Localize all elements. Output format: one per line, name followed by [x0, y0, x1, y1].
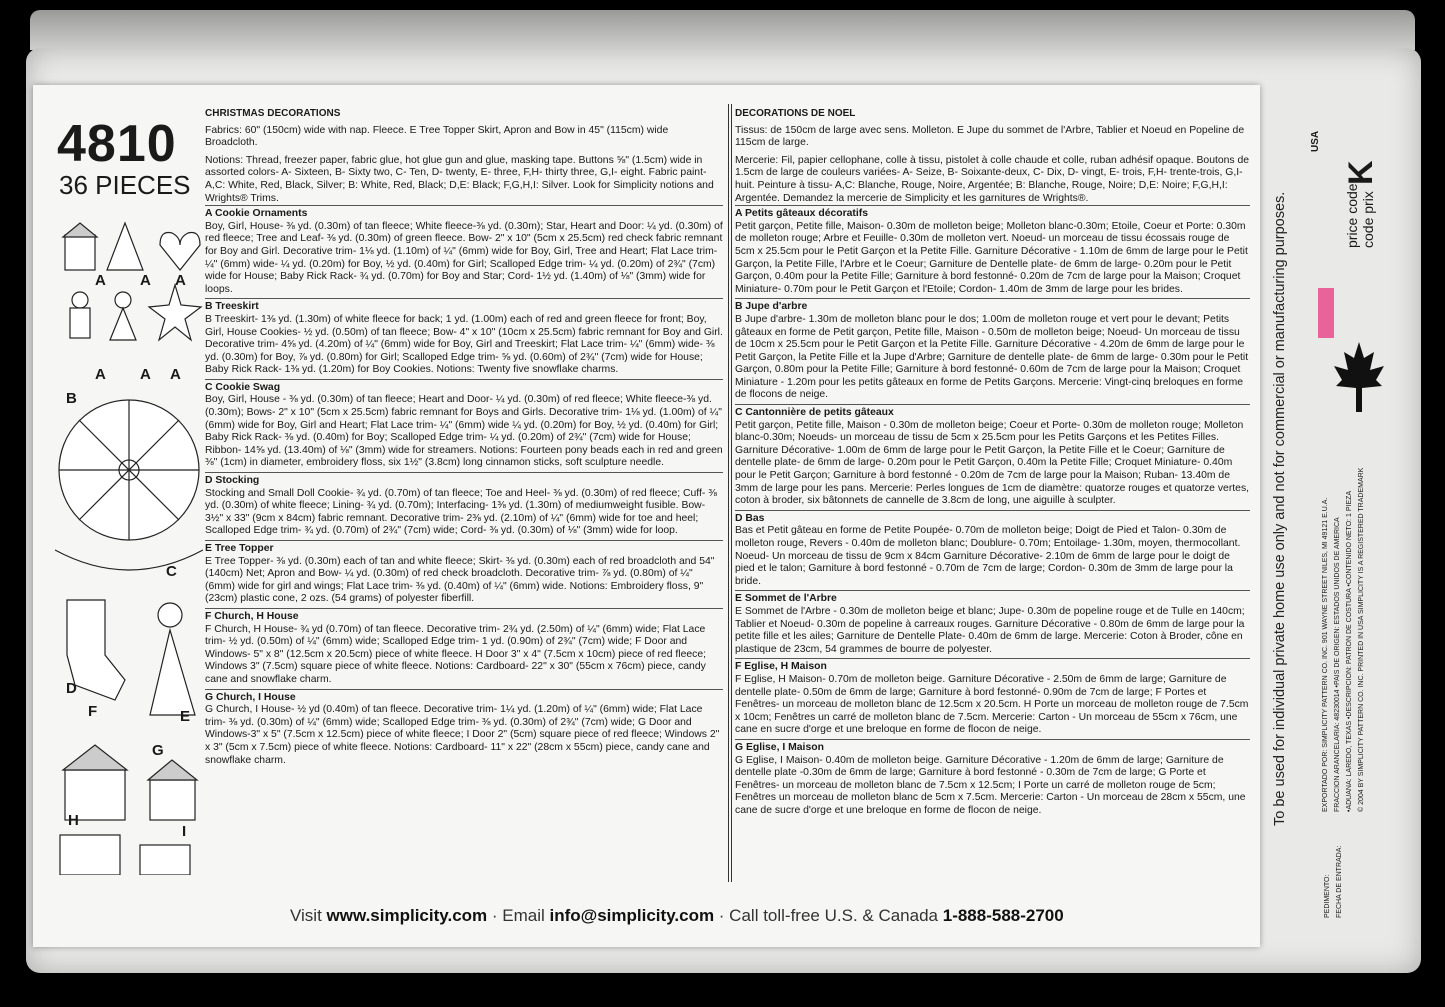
- section-text: Stocking and Small Doll Cookie- ¾ yd. (0.70m) of tan fleece; Toe and Heel- ⅜ yd. (0.30m) of red fleece; Cuff- ⅜ yd. (0.30m) of white fleece; Lining- ¾ yd. (0.70m); Interfacing- 1⅜ yd. (1.30m) of mediumweight fusible. Bow- 3½" x 33" (9cm x 84cm) fabric remnant. Decorative trim- 2⅜ yd. (2.10m) of ¼" (6mm) wide for toe and heel; Scalloped Edge trim- ¾ yd. (0.70m) of 2¾" (7cm) wide; Cord- ⅜ yd. (0.30m) of ⅛" (3mm) wide for loop.: [205, 487, 717, 537]
- section-text: F Eglise, H Maison- 0.70m de molleton beige. Garniture Décorative - 2.50m de 6mm de large; Garniture de dentelle plate- 0.50m de 6mm de large; Garniture à bord festonné- 0.90m de 7cm de large; F Portes et Fenêtres- un morceau de molleton blanc de 12.5cm x 20.5cm. H Porte un morceau de molleton rouge de 7.5cm x 10cm; Fenêtres un carré de molleton blanc de 7.5cm. Mercerie: Carton - Un morceau de 55cm x 76cm, une cane en sucre d'orge et une breloque en forme de flocon de neige.: [735, 673, 1249, 736]
- section-text: Boy, Girl, House - ⅜ yd. (0.30m) of tan fleece; Heart and Door- ¼ yd. (0.30m) of red fleece; White fleece-⅜ yd. (0.30m); Bows- 2" x 10" (5cm x 25.5cm) fabric remnant for Boys and Girls. Decorative trim- 1⅛ yd. (1.00m) of ¼" (6mm) wide for Boy, Girl and Heart; Flat Lace trim- ¼" (6mm) wide ¼ yd. (0.20m) for Boy, ½ yd. (0.40m) for Girl; Baby Rick Rack- ⅜ yd. (0.40m) for Boy; Scalloped Edge trim- ¼ yd. (0.20m) of 2¾" (7cm) wide for House; Ribbon- 14⅝ yd. (13.40m) of ⅛" (3mm) wide for streamers. Notions: Fourteen pony beads each in red and green ⅜" (1cm) in diameter, embroidery floss, six 1½" (3.8cm) long cinnamon sticks, soft sculpture needle.: [205, 394, 723, 469]
- thumb-label-i: I: [182, 823, 187, 840]
- thumb-label-b: B: [66, 390, 77, 407]
- thumb-label-e: E: [180, 708, 191, 725]
- country-label: USA: [1310, 130, 1321, 152]
- usage-disclaimer: To be used for individual private home use only and not for commercial or manufacturing purposes.: [1272, 191, 1288, 826]
- pedimento-label: PEDIMENTO:: [1324, 874, 1331, 918]
- section-text: Boy, Girl, House- ⅜ yd. (0.30m) of tan fleece; White fleece-⅜ yd. (0.30m); Star, Heart and Door: ¼ yd. (0.30m) of red fleece; Tree and Leaf- ⅜ yd. (0.30m) of green fleece. Bow- 2" x 10" (5cm x 25.5cm) red check fabric remnant for Boy and Girl. Decorative trim- 1⅛ yd. (1.10m) of ¼" (6mm) wide for Boy, Girl, Tree and Heart; Flat Lace trim- ¼" (6mm) wide- ¼ yd. (0.20m) for Boy, ½ yd. (0.40m) for Girl; Scalloped Edge trim- ¼ yd. (0.20m) of 2¾" (7cm) wide for House; Baby Rick Rack- ¾ yd. (0.70m) for Boy and Star; Cord- 1½ yd. (1.40m) of ⅛" (3mm) wide for loops.: [205, 220, 723, 295]
- english-title: CHRISTMAS DECORATIONS: [205, 108, 341, 119]
- email-link[interactable]: info@simplicity.com: [549, 906, 715, 925]
- pink-tab: [1318, 288, 1334, 338]
- thumb-label-g: G: [152, 742, 164, 759]
- cookie-swag-icon: [55, 550, 203, 570]
- exporter-text: EXPORTADO POR: SIMPLICITY PATTERN CO. INC. 901 WAYNE STREET NILES, MI 49121 E.U.A.: [1322, 497, 1329, 812]
- section-title: G Eglise, I Maison: [735, 741, 824, 753]
- section-g-en: [205, 689, 723, 770]
- footer-call: · Call toll-free U.S. & Canada: [714, 906, 943, 925]
- side-strip: [1262, 90, 1412, 920]
- house-ornament-icon: [63, 223, 97, 270]
- section-title: D Stocking: [205, 475, 260, 487]
- aduana-text: •ADUANA: LAREDO, TEXAS •DESCRIPCION: PATRON DE COSTURA •CONTENIDO NETO: 1 PIEZA: [1346, 490, 1353, 812]
- section-c-fr: [735, 404, 1250, 510]
- envelope-flap: [30, 10, 1415, 50]
- tissus-text: Tissus: de 150cm de large avec sens. Molleton. E Jupe du sommet de l'Arbre, Tablier et Noeud en Popeline de 115cm de large.: [735, 124, 1245, 149]
- section-text: E Sommet de l'Arbre - 0.30m de molleton beige et blanc; Jupe- 0.30m de popeline rouge et de Tulle en 140cm; Tablier et Noeud- 0.30m de popeline à carreaux rouges. Garniture Décorative - 0.80m de 6mm de large pour la petite fille et les ailes; Garniture de Dentelle Plate- 0.40m de 6mm de large. Mercerie: Coton à Broder, cône en plastique de 23cm, 54 grammes de bourre de polyester.: [735, 605, 1245, 655]
- fabrics-text: Fabrics: 60" (150cm) wide with nap. Fleece. E Tree Topper Skirt, Apron and Bow in 45" (115cm) wide Broadcloth.: [205, 124, 669, 149]
- view-thumbnails: [55, 215, 203, 875]
- column-divider: [728, 104, 732, 882]
- small-church-icon: [148, 760, 197, 820]
- french-instructions: [735, 108, 1250, 819]
- footer-visit: Visit: [290, 906, 327, 925]
- section-title: F Eglise, H Maison: [735, 661, 827, 673]
- section-a-en: [205, 205, 723, 298]
- small-house-icon: [140, 845, 190, 875]
- section-b-fr: [735, 298, 1250, 404]
- tree-topper-angel-icon: [150, 603, 195, 715]
- section-title: B Treeskirt: [205, 301, 259, 313]
- thumb-label-h: H: [68, 812, 79, 829]
- section-text: G Eglise, I Maison- 0.40m de molleton beige. Garniture Décorative - 1.20m de 6mm de large; Garniture de dentelle plate -0.30m de 6mm de large; Garniture à bord festonné - 0.30m de 7cm de large; G Porte et Fenêtres- un morceau de molleton blanc de 7.5cm x 12.5cm; I Porte un carré de molleton rouge de 5cm; Fenêtres un morceau de molleton blanc de 5cm x 7.5cm. Mercerie: Carton - Un morceau de 28cm x 55cm, une cane de sucre d'orge et une breloque en forme de flocon de neige.: [735, 754, 1246, 816]
- section-f-fr: [735, 658, 1250, 739]
- section-title: D Bas: [735, 512, 765, 524]
- gingerbread-girl-icon: [110, 292, 136, 340]
- footer-email-label: · Email: [487, 906, 550, 925]
- pieces-count: 36 PIECES: [59, 170, 191, 200]
- section-title: G Church, I House: [205, 691, 296, 703]
- thumb-label-f: F: [88, 703, 98, 720]
- heart-ornament-icon: [160, 233, 200, 271]
- fecha-label: FECHA DE ENTRADA:: [1336, 845, 1343, 918]
- thumb-label-a6: A: [170, 366, 181, 383]
- section-title: A Cookie Ornaments: [205, 208, 308, 220]
- treeskirt-icon: [59, 400, 199, 540]
- gingerbread-boy-icon: [70, 292, 90, 338]
- section-title: E Sommet de l'Arbre: [735, 593, 837, 605]
- section-title: C Cantonnière de petits gâteaux: [735, 407, 894, 419]
- thumb-label-a2: A: [140, 272, 151, 289]
- section-text: G Church, I House- ½ yd (0.40m) of tan fleece. Decorative trim- 1¼ yd. (1.20m) of ¼" (6mm) wide; Flat Lace trim- ⅜ yd. (0.30m) of ¼" (6mm) wide; Scalloped Edge trim- ⅜ yd. (0.30m) of 2¾" (7cm) wide; G Door and Windows-3" x 5" (7.5cm x 12.5cm) piece of white fleece; I Door 2" (5cm) square piece of red fleece; Windows 2" x 3" (5cm x 7.5cm) piece of white fleece. Notions: Cardboard- 11" x 22" (28cm x 55cm) piece, candy cane and snowflake charm.: [205, 704, 720, 766]
- importer-text: FRACCION ARANCELARIA: 48230014 •PAIS DE ORIGEN: ESTADOS UNIDOS DE AMERICA: [1334, 517, 1341, 812]
- copyright-text: © 2004 BY SIMPLICITY PATTERN CO. INC. PRINTED IN USA SIMPLICITY IS A REGISTERED TRADEMARK: [1358, 467, 1365, 812]
- section-text: F Church, H House- ¾ yd (0.70m) of tan fleece. Decorative trim- 2¾ yd. (2.50m) of ¼" (6mm) wide; Flat Lace trim- ½ yd. (0.50m) of ¼" (6mm) wide; Scalloped Edge trim- 1 yd. (0.90m) of 2¾" (7cm) wide; F Door and Windows- 5" x 8" (12.5cm x 20.5cm) piece of white fleece. H Door 3" x 4" (7.5cm x 10cm) piece of red fleece; Windows 3" (7.5cm) square piece of white fleece. Notions: Cardboard- 22" x 30" (55cm x 76cm) piece, candy cane and snowflake charm.: [205, 623, 707, 685]
- section-title: F Church, H House: [205, 610, 299, 622]
- section-title: E Tree Topper: [205, 543, 274, 554]
- section-text: Petit garçon, Petite fille, Maison - 0.30m de molleton beige; Coeur et Porte- 0.30m de molleton rouge; Molleton blanc-0.30m; Noeuds- un morceau de tissu de 5cm x 25.5cm pour les Petits Garçons et les Petites Filles. Garniture Décorative- 1.00m de 6mm de large pour le Petit Garçon, la Petite Fille et le Coeur; Garniture de dentelle plate- de 6mm de large- 0.20m pour le Petit Garçon, 0.40m la Petite Fille; Croquet Miniature- 0.40m pour le Petit Garçon; Garniture à bord festonné - 0.20m de 7cm de large pour la Maison; Ruban- 13.40m de 3mm de large pour les pans. Mercerie: Perles longues de 1cm de diamètre: quatorze rouges et quatorze vertes, coton à broder, six bâtonnets de cannelle de 3.8cm de long, une aiguille à sculpter.: [735, 419, 1250, 507]
- mercerie-text: Mercerie: Fil, papier cellophane, colle à tissu, pistolet à colle chaude et colle, ruban adhésif opaque. Boutons de 1.5cm de large de couleurs variées- A- Seize, B- Soixante-deux, C- Dix, D- vingt, E- trois, F,H- trente-trois, G,I- huit. Peinture à tissu- A,C: Blanche, Rouge, Noire, Argentée; B: Blanche, Rouge, Noire; D,E: Noire; F,G,H,I: Argentée. Demandez la mercerie de Simplicity et les garnitures de Wrights®.: [735, 154, 1250, 204]
- section-d-en: [205, 472, 723, 540]
- section-e-en: [205, 540, 723, 608]
- section-title: A Petits gâteaux décoratifs: [735, 208, 869, 220]
- section-f-en: [205, 608, 723, 689]
- english-instructions: [205, 108, 723, 769]
- code-prix-label: code prix: [1360, 191, 1376, 248]
- church-icon: [63, 745, 127, 820]
- star-ornament-icon: [149, 285, 201, 340]
- thumb-label-d: D: [66, 680, 77, 697]
- section-text: B Treeskirt- 1⅜ yd. (1.30m) of white fleece for back; 1 yd. (1.00m) each of red and green fleece for front; Boy, Girl, House Cookies- ½ yd. (0.50m) of tan fleece; Bow- 4" x 10" (10cm x 25.5cm) fabric remnant for Boy and Girl. Decorative trim- 4⅝ yd. (4.20m) of ¼" (6mm) wide for Boy, Girl and Treeskirt; Flat Lace trim- ¼" (6mm) wide- ⅜ yd. (0.30m) for Boy, ⅞ yd. (0.80m) for Girl; Scalloped Edge trim- ⅝ yd. (0.60m) of 2¾" (7cm) wide for House; Baby Rick Rack- 1⅜ yd. (1.20m) for Boy Cookies. Notions: Twenty five snowflake charms.: [205, 313, 723, 376]
- section-b-en: [205, 298, 723, 379]
- section-text: Bas et Petit gâteau en forme de Petite Poupée- 0.70m de molleton beige; Doigt de Pied et Talon- 0.30m de molleton rouge, Revers - 0.40m de molleton blanc; Doublure- 0.70m; Entoilage- 1.30m, moyen, thermocollant. Noeud- Un morceau de tissu de 9cm x 84cm Garniture Décorative- 2.10m de 6mm de large pour le doigt de pied et le talon; Garniture à bord festonné - 0.70m de 7cm de large; Cordon- 0.30m de 3mm de large pour la bride.: [735, 525, 1241, 587]
- french-title: DECORATIONS DE NOEL: [735, 108, 856, 119]
- maple-leaf-icon: [1332, 340, 1387, 415]
- house-icon: [60, 835, 120, 875]
- section-a-fr: [735, 205, 1250, 298]
- section-d-fr: [735, 510, 1250, 591]
- section-text: B Jupe d'arbre- 1.30m de molleton blanc pour le dos; 1.00m de molleton rouge et vert pour le devant; Petits gâteaux en forme de Petit garçon, Petite fille, Maison - 0.50m de molleton beige; Noeud- Un morceau de tissu de 10cm x 25.5cm pour le Petit Garçon et la Petite Fille. Garniture Décorative - 4.20m de 6mm de large pour le Petit Garçon, la Petite Fille et la Jupe d'Arbre; Garniture de dentelle plate- de 6mm de large- 0.30m pour le Petit Garçon, 0.80m pour la Petite Fille; Garniture à bord festonné- 0.60m de 7cm de large pour la Maison; Croquet Miniature - 1.20m pour les petits gâteaux en forme de Petits Garçons. Mercerie: Vingt-cinq breloques en forme de flocons de neige.: [735, 313, 1249, 401]
- section-text: Petit garçon, Petite fille, Maison- 0.30m de molleton beige; Molleton blanc-0.30m; Etoile, Coeur et Porte: 0.30m de molleton rouge; Arbre et Feuille- 0.30m de molleton vert. Noeud- un morceau de tissu écossais rouge de 5cm x 25.5cm pour le Petit Garçon et la Petite Fille. Garniture Décorative - 1.10m de 6mm de large pour le Petit Garçon, la Petite Fille, l'Arbre et le Coeur; Garniture de Dentelle plate- de 6mm de large- 0.20m pour le Petit Garçon, 0.40m pour la Petite Fille; Garniture à bord festonné- 0.20m de 7cm de large pour la Maison; Croquet Miniature- 0.70m pour le Petit Garçon et l'Etoile; Cordon- 1.40m de 3mm de large pour les brides.: [735, 220, 1248, 295]
- phone-number: 1-888-588-2700: [942, 906, 1064, 925]
- contact-footer: [290, 906, 1064, 926]
- section-c-en: [205, 379, 723, 472]
- notions-text: Notions: Thread, freezer paper, fabric glue, hot glue gun and glue, masking tape. Buttons ⅝" (1.5cm) wide in assorted colors- A- Sixteen, B- Sixty two, C- Ten, D- twenty, E- three, F,H- thirty three, G,I- eight. Fabric paint- A,C: White, Red, Black, Silver; B: White, Red, Black; D,E: Black; F,G,H,I: Silver. Look for Simplicity notions and Wrights® Trims.: [205, 154, 714, 204]
- thumb-label-a5: A: [140, 366, 151, 383]
- section-text: E Tree Topper- ⅜ yd. (0.30m) each of tan and white fleece; Skirt- ⅜ yd. (0.30m) each of red broadcloth and 54" (140cm) Net; Apron and Bow- ¼ yd. (0.30m) of red check broadcloth. Decorative trim- ⅞ yd. (0.80m) of ¼" (6mm) wide for girl and wings; Flat Lace trim- ⅜ yd. (0.40m) of ¼" (6mm) wide. Notions: Embroidery floss, 9" (23cm) plastic cone, 2 ozs. (54 grams) of polyester fiberfill.: [205, 555, 715, 605]
- website-link[interactable]: www.simplicity.com: [326, 906, 488, 925]
- thumb-label-a1: A: [95, 272, 106, 289]
- pattern-number: 4810: [57, 115, 177, 173]
- section-e-fr: [735, 590, 1250, 658]
- section-title: C Cookie Swag: [205, 381, 281, 393]
- price-code-value: K: [1342, 160, 1380, 185]
- thumb-label-a4: A: [95, 366, 106, 383]
- section-g-fr: [735, 739, 1250, 820]
- thumb-label-c: C: [166, 563, 177, 580]
- section-title: B Jupe d'arbre: [735, 301, 808, 313]
- thumb-label-a3: A: [175, 272, 186, 289]
- tree-ornament-icon: [107, 223, 143, 270]
- price-code-label: price code: [1344, 183, 1360, 248]
